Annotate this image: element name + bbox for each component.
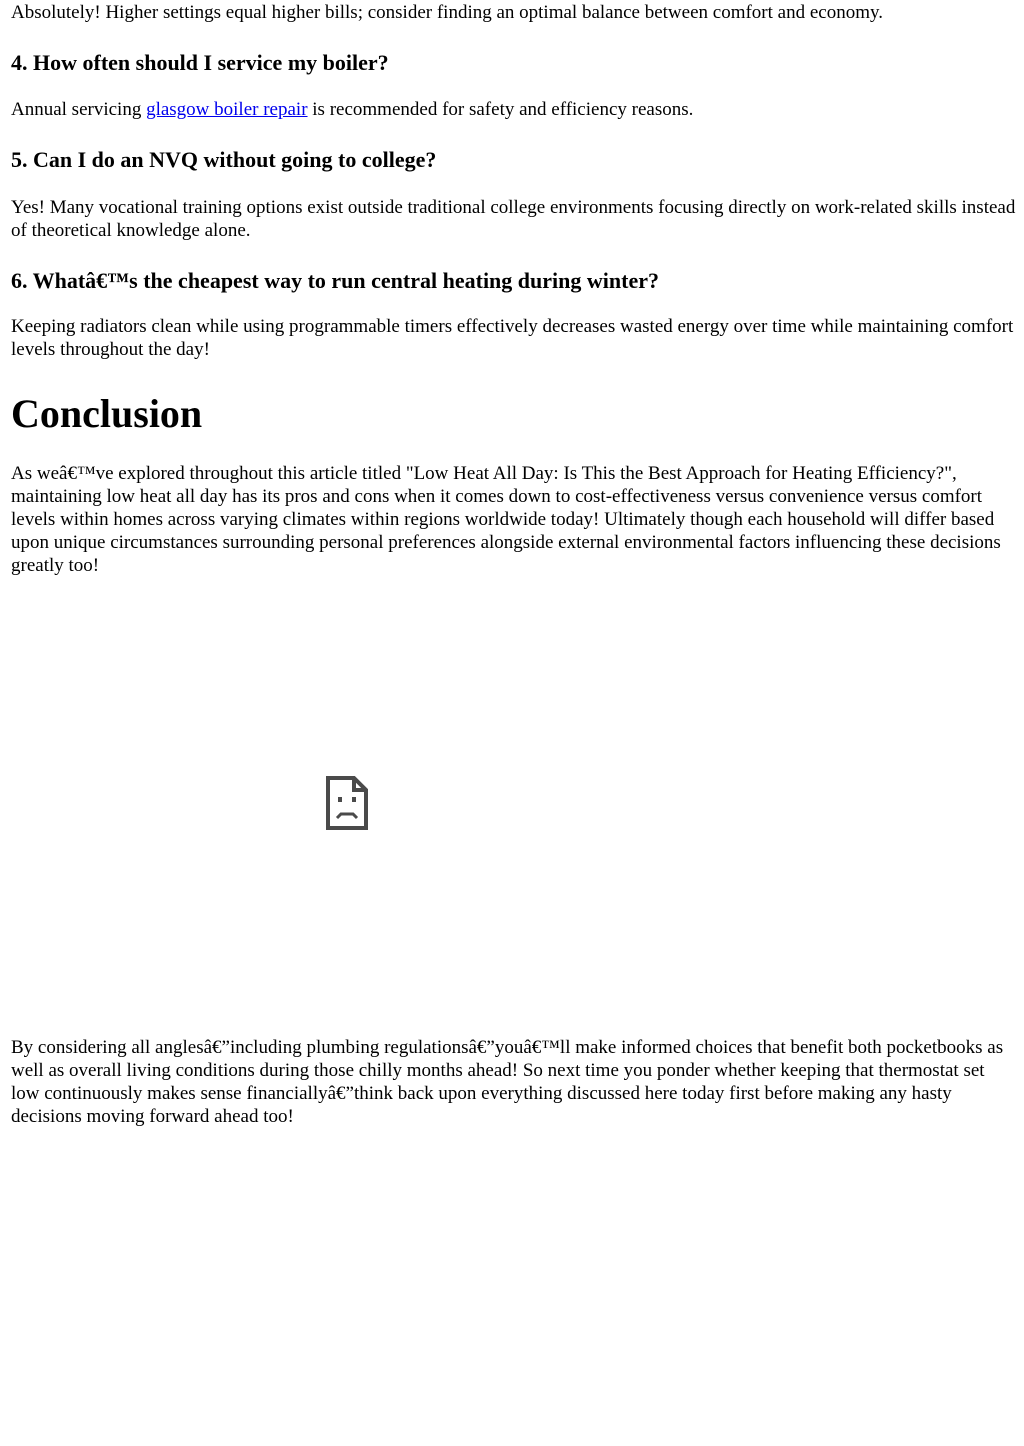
conclusion-paragraph-1: As weâ€™ve explored throughout this article titled "Low Heat All Day: Is This the Best Approach for Heating Efficiency?", maintaining low heat all day has its pros and cons when it comes down to cost-effectiveness versus convenience versus comfort levels within homes across varying climates within regions worldwide today! Ultimately though each household will differ based upon unique circumstances surrounding personal preferences alongside external environmental factors influencing these decisions greatly too! bbox=[11, 463, 1001, 576]
conclusion-heading: Conclusion bbox=[11, 391, 203, 436]
faq-answer-4-text-start: Annual servicing bbox=[11, 99, 147, 120]
faq-answer-4 bbox=[11, 98, 1016, 121]
faq-answer-6: Keeping radiators clean while using programmable timers effectively decreases wasted energy over time while maintaining comfort levels throughout the day! bbox=[11, 316, 1014, 360]
boiler-repair-link[interactable]: glasgow boiler repair bbox=[146, 99, 308, 120]
faq-answer-3: Absolutely! Higher settings equal higher bills; consider finding an optimal balance between comfort and economy. bbox=[11, 2, 884, 23]
article-image-placeholder bbox=[11, 577, 1016, 1024]
faq-question-4: 4. How often should I service my boiler? bbox=[11, 50, 389, 75]
faq-answer-5: Yes! Many vocational training options exist outside traditional college environments focusing directly on work-related skills instead of theoretical knowledge alone. bbox=[11, 197, 1016, 241]
faq-answer-4-text-end: is recommended for safety and efficiency reasons. bbox=[307, 99, 694, 120]
article-body bbox=[11, 0, 1016, 1128]
broken-image-icon bbox=[325, 775, 369, 831]
faq-question-6: 6. Whatâ€™s the cheapest way to run central heating during winter? bbox=[11, 268, 659, 293]
faq-question-5: 5. Can I do an NVQ without going to college? bbox=[11, 147, 437, 172]
conclusion-paragraph-2: By considering all anglesâ€”including plumbing regulationsâ€”youâ€™ll make informed choices that benefit both pocketbooks as well as overall living conditions during those chilly months ahead! So next time you ponder whether keeping that thermostat set low continuously makes sense financiallyâ€”think back upon everything discussed here today first before making any hasty decisions moving forward ahead too! bbox=[11, 1037, 1004, 1127]
